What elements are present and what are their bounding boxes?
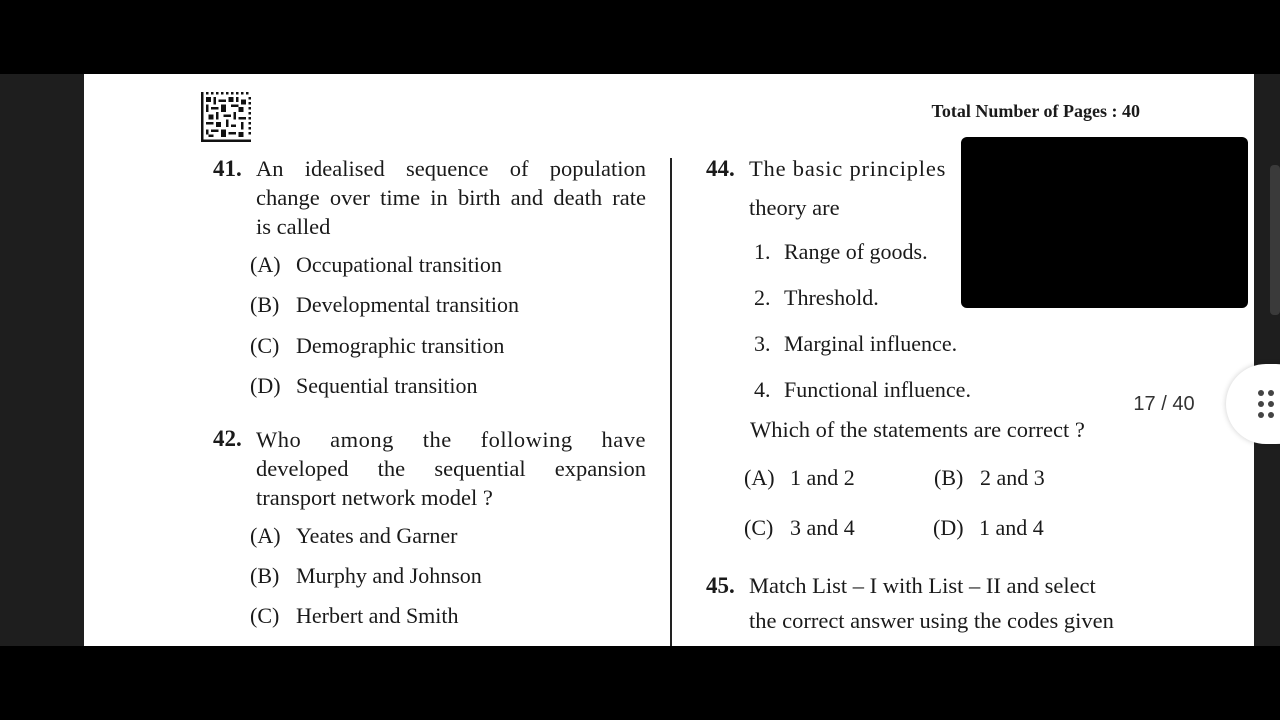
statement-number: 4. — [754, 377, 771, 402]
question-42-line-3: transport network model ? — [256, 485, 493, 510]
question-44-prompt: Which of the statements are correct ? — [750, 417, 1085, 442]
question-45-line-2: the correct answer using the codes given — [749, 608, 1114, 633]
question-42-line-1: Who among the following have — [256, 427, 646, 452]
option-label: (A) — [250, 252, 281, 277]
option-label: (D) — [933, 515, 964, 540]
question-44-line-2: theory are — [749, 195, 840, 220]
option-text: 1 and 2 — [790, 465, 855, 490]
option-text: Herbert and Smith — [296, 603, 459, 628]
statement-text: Threshold. — [784, 285, 879, 310]
statement-text: Functional influence. — [784, 377, 971, 402]
total-pages-label: Total Number of Pages : 40 — [931, 101, 1140, 121]
question-44-line-1: The basic principles — [749, 156, 947, 181]
option-label: (C) — [250, 603, 280, 628]
option-41-a — [250, 252, 502, 278]
statement-text: Range of goods. — [784, 239, 928, 264]
statement-3 — [754, 331, 957, 357]
statement-2 — [754, 285, 879, 311]
option-text: Yeates and Garner — [296, 523, 458, 548]
option-label: (B) — [934, 465, 964, 490]
option-42-a — [250, 523, 458, 549]
option-label: (A) — [250, 523, 281, 548]
option-label: (B) — [250, 563, 280, 588]
option-41-d — [250, 373, 477, 399]
question-number: 44. — [706, 156, 735, 181]
option-text: 2 and 3 — [980, 465, 1045, 490]
option-text: Murphy and Johnson — [296, 563, 482, 588]
option-42-b — [250, 563, 482, 589]
video-overlay-box — [961, 137, 1248, 308]
option-text: 1 and 4 — [979, 515, 1044, 540]
option-44-c — [744, 515, 855, 541]
question-45-line-1: Match List – I with List – II and select — [749, 573, 1096, 598]
question-number: 45. — [706, 573, 735, 598]
statement-number: 2. — [754, 285, 771, 310]
option-41-c — [250, 333, 504, 359]
option-41-b — [250, 292, 519, 318]
statement-4 — [754, 377, 971, 403]
drag-grip-icon — [1256, 388, 1276, 420]
question-number: 41. — [213, 156, 242, 181]
option-text: Demographic transition — [296, 333, 505, 358]
statement-number: 1. — [754, 239, 771, 264]
option-label: (D) — [250, 373, 281, 398]
option-44-a — [744, 465, 855, 491]
option-text: Developmental transition — [296, 292, 519, 317]
option-44-b — [934, 465, 1045, 491]
option-label: (C) — [250, 333, 280, 358]
column-divider — [670, 158, 672, 646]
option-label: (A) — [744, 465, 775, 490]
page-indicator: 17 / 40 — [1114, 388, 1214, 420]
statement-number: 3. — [754, 331, 771, 356]
option-label: (C) — [744, 515, 774, 540]
scrollbar-track[interactable] — [1270, 165, 1280, 315]
option-text: Occupational transition — [296, 252, 502, 277]
statement-text: Marginal influence. — [784, 331, 958, 356]
question-number: 42. — [213, 426, 242, 451]
question-42-line-2: developed the sequential expansion — [256, 456, 646, 481]
option-text: 3 and 4 — [790, 515, 855, 540]
option-text: Sequential transition — [296, 373, 478, 398]
question-41-line-1: An idealised sequence of population — [256, 156, 646, 181]
question-41-line-3: is called — [256, 214, 331, 239]
option-42-c — [250, 603, 459, 629]
option-44-d — [933, 515, 1044, 541]
question-41-line-2: change over time in birth and death rate — [256, 185, 646, 210]
datamatrix-code — [201, 92, 251, 142]
statement-1 — [754, 239, 928, 265]
option-label: (B) — [250, 292, 280, 317]
